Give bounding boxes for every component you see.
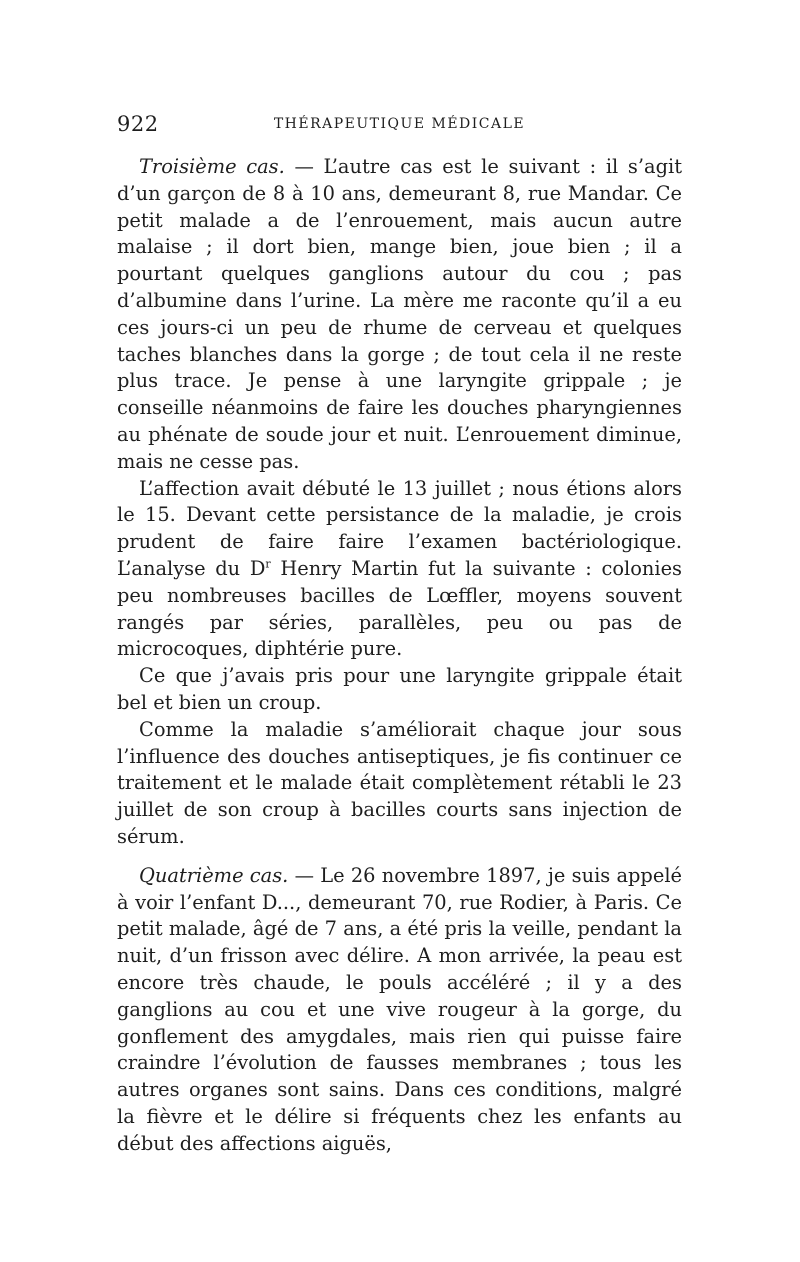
paragraph-text: Henry Martin fut la suivante : colonies peu nombreuses bacilles de Lœffler, moyens souvent rangés par séries, parallèles, peu ou pas de microcoques, diphtérie pure.: [117, 556, 682, 661]
running-head: [117, 112, 682, 140]
paragraph-quatrieme-cas: [117, 863, 682, 1158]
case-heading-troisieme: Troisième cas.: [139, 155, 285, 178]
paragraph-traitement: [117, 717, 682, 851]
paragraph-text: — L’autre cas est le suivant : il s’agit d’un garçon de 8 à 10 ans, demeurant 8, rue Mandar. Ce petit malade a de l’enrouement, mais aucun autre malaise ; il dort bien, mange bien, joue bien ; il a pourtant quelques ganglions autour du cou ; pas d’albumine dans l’urine. La mère me raconte qu’il a eu ces jours-ci un peu de rhume de cerveau et quelques taches blanches dans la gorge ; de tout cela il ne reste plus trace. Je pense à une laryngite grippale ; je conseille néanmoins de faire les douches pharyngiennes au phénate de soude jour et nuit. L’enrouement diminue, mais ne cesse pas.: [117, 155, 682, 473]
paragraph-text: Ce que j’avais pris pour une laryngite grippale était bel et bien un croup.: [117, 664, 682, 714]
paragraph-troisieme-cas: [117, 154, 682, 476]
running-title: THÉRAPEUTIQUE MÉDICALE: [273, 116, 526, 132]
paragraph-text: — Le 26 novembre 1897, je suis appelé à voir l’enfant D..., demeurant 70, rue Rodier, à Paris. Ce petit malade, âgé de 7 ans, a été pris la veille, pendant la nuit, d’un frisson avec délire. A mon arrivée, la peau est encore très chaude, le pouls accéléré ; il y a des ganglions au cou et une vive rougeur à la gorge, du gonflement des amygdales, mais rien qui puisse faire craindre l’évolution de fausses membranes ; tous les autres organes sont sains. Dans ces conditions, malgré la fièvre et le délire si fréquents chez les enfants au début des affections aiguës,: [117, 863, 683, 1155]
paragraph-text: L’affection avait débuté le 13 juillet ; nous étions alors le 15. Devant cette persistance de la maladie, je crois prudent de faire faire l’examen bactériologique. L’analyse du D: [117, 476, 682, 580]
paragraph-analyse: [117, 476, 682, 664]
book-page: [117, 112, 682, 1157]
case-heading-quatrieme: Quatrième cas.: [139, 863, 289, 887]
paragraph-croup: [117, 663, 682, 717]
paragraph-text: Comme la maladie s’améliorait chaque jour sous l’influence des douches antiseptiques, je fis continuer ce traitement et le malade était complètement rétabli le 23 juillet de son croup à bacilles courts sans injection de sérum.: [117, 717, 682, 848]
doctor-abbrev-superscript: r: [265, 557, 271, 571]
page-number: 922: [117, 112, 159, 136]
